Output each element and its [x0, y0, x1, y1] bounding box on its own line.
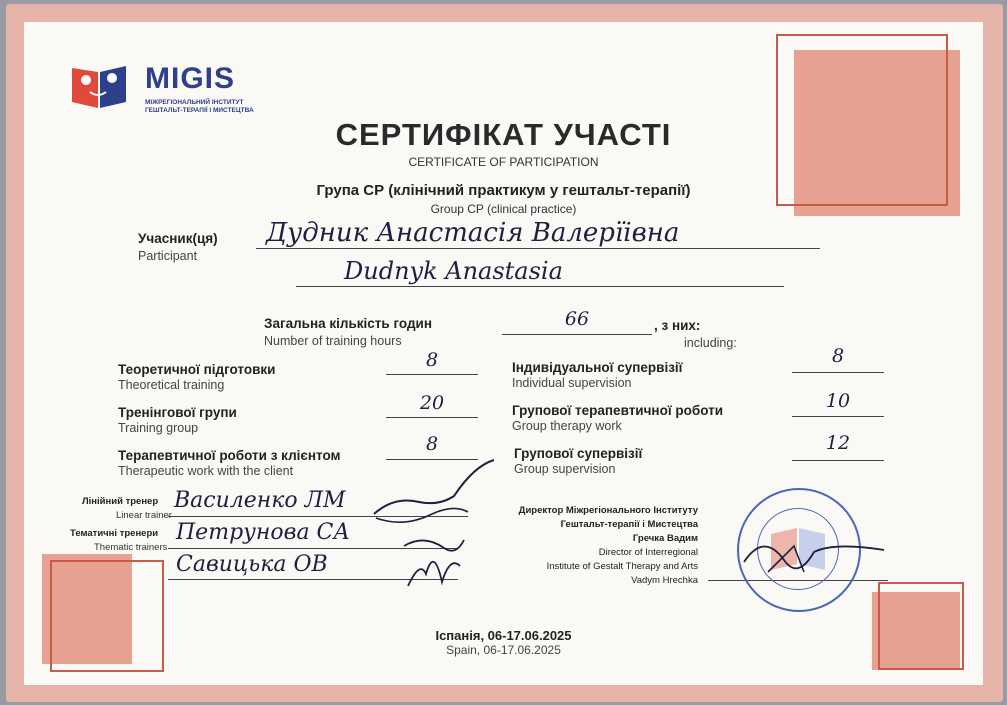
- individual-supervision-line: [792, 372, 884, 373]
- linear-trainer-label: Лінійний тренер: [82, 496, 159, 507]
- logo-name: MIGIS: [145, 62, 236, 95]
- theoretical-value: 8: [425, 349, 439, 371]
- hours-suffix: , з них:: [654, 318, 701, 333]
- hours-label: Загальна кількість годин: [264, 316, 432, 331]
- group-therapy-label: Групової терапевтичної роботи: [512, 403, 724, 418]
- logo-subtitle: [145, 99, 254, 115]
- training-group-label: Тренінгової групи: [118, 405, 237, 420]
- participant-name-en-line: [296, 286, 784, 287]
- director-line4: Director of Interregional: [598, 547, 698, 558]
- group-supervision-value: 12: [825, 432, 851, 454]
- certificate-title: СЕРТИФІКАТ УЧАСТІ: [335, 117, 672, 152]
- group-supervision-label-en: Group supervision: [514, 462, 616, 476]
- theoretical-line: [386, 374, 478, 375]
- director-line5: Institute of Gestalt Therapy and Arts: [546, 561, 698, 572]
- therapeutic-value: 8: [425, 433, 439, 455]
- director-block: [454, 504, 698, 588]
- footer-place-date-en: Spain, 06-17.06.2025: [446, 643, 561, 657]
- training-group-label-en: Training group: [118, 421, 199, 435]
- migis-logo-icon: [72, 62, 126, 108]
- group-supervision-line: [792, 460, 884, 461]
- individual-supervision-value: 8: [831, 345, 845, 367]
- hours-label-en: Number of training hours: [264, 334, 402, 348]
- certificate-paper: [24, 22, 983, 685]
- group-title-en: Group CP (clinical practice): [430, 202, 577, 216]
- thematic-trainers-label-en: Thematic trainers: [94, 542, 168, 553]
- group-supervision-label: Групової супервізії: [514, 446, 643, 461]
- training-group-line: [386, 417, 478, 418]
- group-title: Група СР (клінічний практикум у гештальт-терапії): [316, 182, 691, 199]
- individual-supervision-label: Індивідуальної супервізії: [512, 360, 683, 375]
- participant-label: Учасник(ця): [138, 231, 218, 246]
- hours-value-line: [502, 334, 652, 335]
- individual-supervision-label-en: Individual supervision: [512, 376, 632, 390]
- logo-subtitle-line2: ГЕШТАЛЬТ-ТЕРАПІЇ І МИСТЕЦТВА: [145, 107, 254, 114]
- linear-trainer-name: Василенко ЛМ: [174, 488, 346, 513]
- footer-place-date: Іспанія, 06-17.06.2025: [435, 628, 572, 643]
- participant-name-en: Dudnyk Anastasia: [344, 257, 563, 285]
- participant-label-en: Participant: [138, 249, 198, 263]
- therapeutic-label-en: Therapeutic work with the client: [118, 464, 294, 478]
- group-therapy-label-en: Group therapy work: [512, 419, 622, 433]
- group-therapy-value: 10: [825, 390, 851, 412]
- thematic-trainer-name-1: Петрунова СА: [176, 520, 351, 545]
- director-line1: Директор Міжрегіонального Інституту: [518, 505, 698, 516]
- thematic-trainers-label: Тематичні тренери: [70, 528, 159, 539]
- group-therapy-line: [792, 416, 884, 417]
- director-line3: Гречка Вадим: [632, 533, 698, 544]
- hours-value: 66: [564, 308, 590, 330]
- director-line6: Vadym Hrechka: [631, 575, 698, 586]
- theoretical-label-en: Theoretical training: [118, 378, 225, 392]
- director-signature-icon: [724, 522, 894, 592]
- hours-suffix-en: including:: [684, 336, 737, 350]
- training-group-value: 20: [419, 392, 445, 414]
- director-line2: Гештальт-терапії і Мистецтва: [560, 519, 698, 530]
- participant-name-line: [256, 248, 820, 249]
- participant-name-ua: Дудник Анастасія Валерїівна: [266, 218, 680, 248]
- logo-subtitle-line1: МІЖРЕГІОНАЛЬНИЙ ІНСТИТУТ: [145, 99, 244, 106]
- theoretical-label: Теоретичної підготовки: [118, 362, 276, 377]
- certificate-title-en: CERTIFICATE OF PARTICIPATION: [408, 155, 599, 169]
- therapeutic-label: Терапевтичної роботи з клієнтом: [118, 448, 341, 463]
- thematic-trainer-name-2: Савицька ОВ: [176, 552, 328, 577]
- linear-trainer-label-en: Linear trainer: [116, 510, 172, 521]
